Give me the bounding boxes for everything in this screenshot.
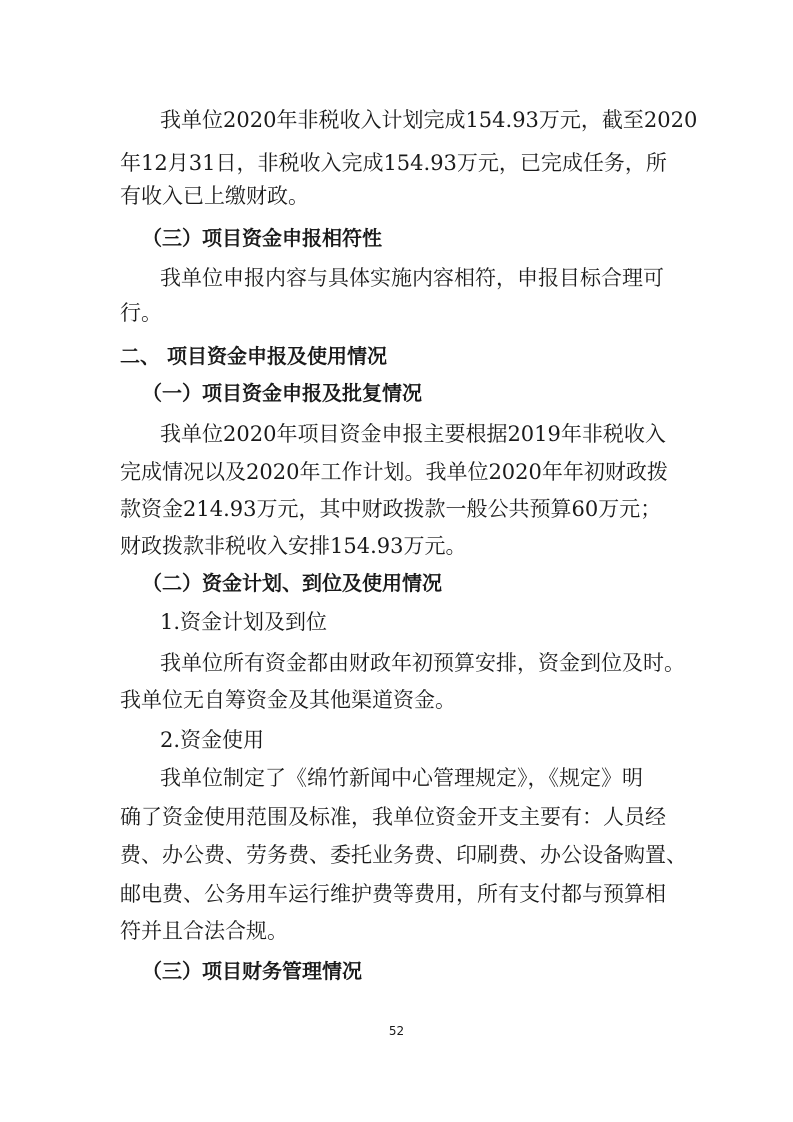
paragraph-line: 完成情况以及2020年工作计划。我单位2020年年初财政拨 [120,460,668,484]
heading-financial-management: （三）项目财务管理情况 [142,959,362,983]
paragraph-line: 费、办公费、劳务费、委托业务费、印刷费、办公设备购置、 [120,843,687,867]
heading-consistency: （三）项目资金申报相符性 [142,226,382,250]
subheading-fund-plan: 1.资金计划及到位 [160,610,328,634]
paragraph-line: 财政拨款非税收入安排154.93万元。 [120,534,467,558]
paragraph-line: 确了资金使用范围及标准，我单位资金开支主要有：人员经 [120,805,666,829]
paragraph-line: 我单位2020年项目资金申报主要根据2019年非税收入 [160,422,666,446]
paragraph-line: 我单位制定了《绵竹新闻中心管理规定》，《规定》明 [160,766,643,790]
paragraph-line: 符并且合法合规。 [120,919,288,943]
paragraph-line: 款资金214.93万元，其中财政拨款一般公共预算60万元； [120,497,662,521]
paragraph-line: 我单位申报内容与具体实施内容相符，申报目标合理可 [160,266,664,290]
paragraph-line: 行。 [120,301,162,325]
paragraph-line: 邮电费、公务用车运行维护费等费用，所有支付都与预算相 [120,882,666,906]
paragraph-line: 我单位无自筹资金及其他渠道资金。 [120,688,456,712]
paragraph-line: 有收入已上缴财政。 [120,184,309,208]
heading-fund-plan: （二）资金计划、到位及使用情况 [142,571,442,595]
paragraph-line: 我单位2020年非税收入计划完成154.93万元，截至2020 [160,108,698,132]
page-number: 52 [388,1024,405,1038]
paragraph-line: 我单位所有资金都由财政年初预算安排，资金到位及时。 [160,651,685,675]
subheading-fund-use: 2.资金使用 [160,728,265,752]
section-title: 二、 项目资金申报及使用情况 [120,344,387,368]
paragraph-line: 年12月31日，非税收入完成154.93万元，已完成任务，所 [120,151,667,175]
heading-application-approval: （一）项目资金申报及批复情况 [142,381,422,405]
